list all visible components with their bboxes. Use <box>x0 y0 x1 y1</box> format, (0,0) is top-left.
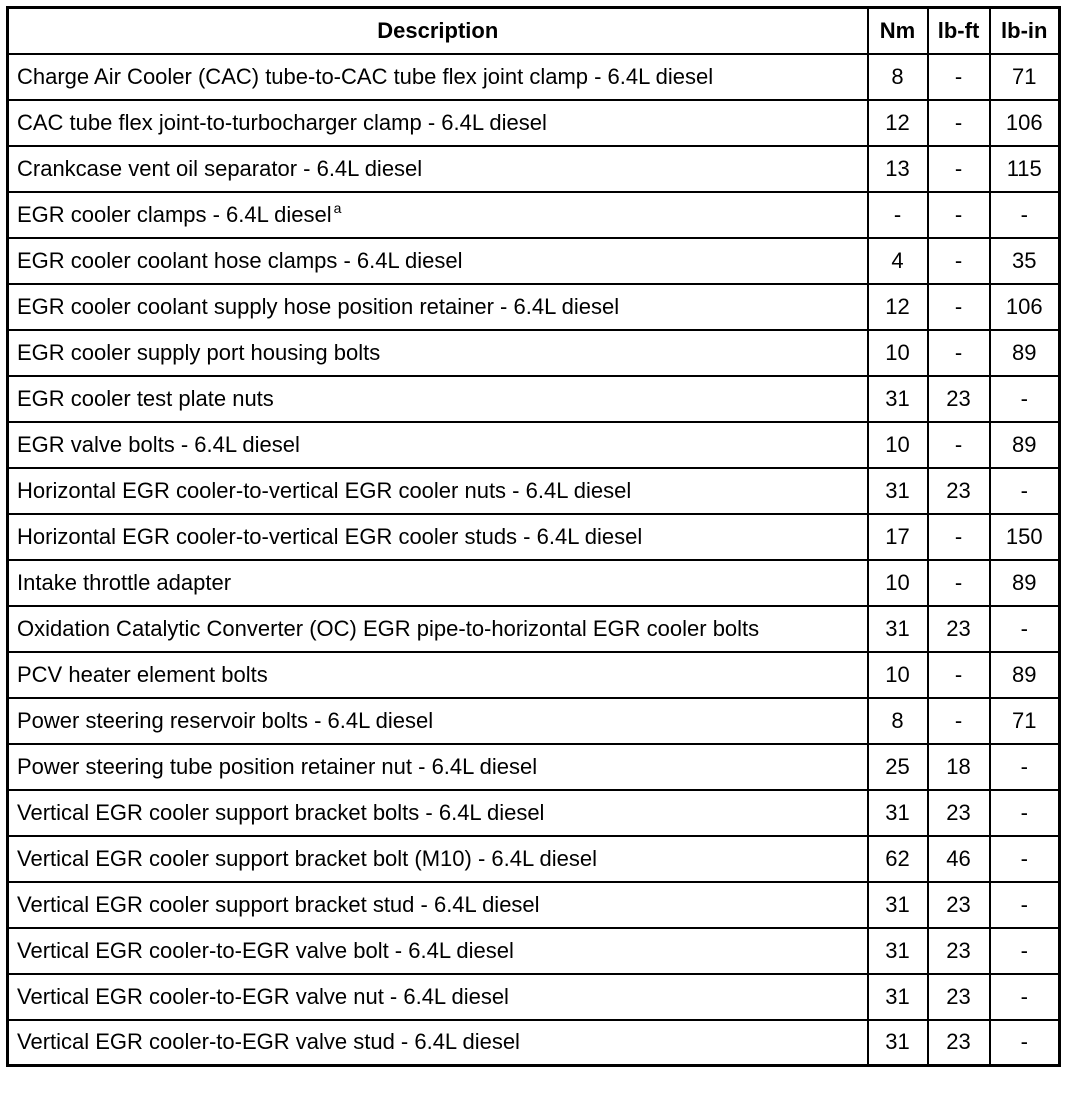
cell-lbin: 89 <box>990 652 1060 698</box>
cell-lbft: - <box>928 652 990 698</box>
cell-description <box>8 974 868 1020</box>
table-row <box>8 836 1060 882</box>
description-text: Horizontal EGR cooler-to-vertical EGR cooler nuts - 6.4L diesel <box>17 477 632 503</box>
cell-nm: 31 <box>868 882 928 928</box>
cell-lbin: - <box>990 836 1060 882</box>
cell-lbin: 71 <box>990 54 1060 100</box>
cell-lbft: - <box>928 560 990 606</box>
cell-description <box>8 560 868 606</box>
description-text: Horizontal EGR cooler-to-vertical EGR cooler studs - 6.4L diesel <box>17 523 643 549</box>
cell-description <box>8 698 868 744</box>
table-row <box>8 468 1060 514</box>
cell-description <box>8 606 868 652</box>
cell-nm: 4 <box>868 238 928 284</box>
table-row <box>8 1020 1060 1066</box>
cell-lbft: 23 <box>928 928 990 974</box>
cell-lbin: - <box>990 1020 1060 1066</box>
cell-lbft: - <box>928 330 990 376</box>
table-row <box>8 882 1060 928</box>
cell-lbft: 46 <box>928 836 990 882</box>
description-text: Vertical EGR cooler support bracket bolts - 6.4L diesel <box>17 799 545 825</box>
table-row <box>8 652 1060 698</box>
cell-nm: 8 <box>868 54 928 100</box>
cell-nm: 31 <box>868 468 928 514</box>
cell-lbft: - <box>928 146 990 192</box>
cell-lbin: - <box>990 974 1060 1020</box>
cell-nm: 13 <box>868 146 928 192</box>
cell-lbft: 23 <box>928 376 990 422</box>
cell-lbin: 35 <box>990 238 1060 284</box>
cell-description <box>8 790 868 836</box>
description-text: CAC tube flex joint-to-turbocharger clamp - 6.4L diesel <box>17 109 547 135</box>
description-text: Charge Air Cooler (CAC) tube-to-CAC tube flex joint clamp - 6.4L diesel <box>17 63 714 89</box>
cell-nm: 25 <box>868 744 928 790</box>
description-text: Vertical EGR cooler-to-EGR valve bolt - 6.4L diesel <box>17 937 514 963</box>
cell-lbin: 71 <box>990 698 1060 744</box>
description-text: EGR cooler clamps - 6.4L diesel <box>17 201 332 227</box>
cell-description <box>8 652 868 698</box>
description-text: EGR cooler test plate nuts <box>17 385 274 411</box>
cell-lbin: - <box>990 928 1060 974</box>
cell-nm: 31 <box>868 606 928 652</box>
cell-lbft: 18 <box>928 744 990 790</box>
cell-description <box>8 468 868 514</box>
cell-lbft: - <box>928 284 990 330</box>
cell-nm: 8 <box>868 698 928 744</box>
cell-lbft: - <box>928 514 990 560</box>
column-header-lbft: lb-ft <box>928 8 990 54</box>
table-row <box>8 974 1060 1020</box>
cell-lbin: - <box>990 376 1060 422</box>
table-row <box>8 192 1060 238</box>
table-row <box>8 422 1060 468</box>
table-body <box>8 54 1060 1066</box>
cell-lbft: 23 <box>928 974 990 1020</box>
table-header-row <box>8 8 1060 54</box>
table-row <box>8 928 1060 974</box>
cell-lbin: 106 <box>990 100 1060 146</box>
table-row <box>8 54 1060 100</box>
cell-lbin: 89 <box>990 330 1060 376</box>
cell-lbin: 106 <box>990 284 1060 330</box>
cell-description <box>8 928 868 974</box>
cell-description <box>8 514 868 560</box>
description-text: EGR valve bolts - 6.4L diesel <box>17 431 300 457</box>
cell-description <box>8 376 868 422</box>
description-text: Power steering tube position retainer nut - 6.4L diesel <box>17 753 538 779</box>
cell-description <box>8 744 868 790</box>
cell-lbin: - <box>990 192 1060 238</box>
cell-description <box>8 54 868 100</box>
description-text: Intake throttle adapter <box>17 569 232 595</box>
cell-description <box>8 100 868 146</box>
cell-lbft: - <box>928 54 990 100</box>
cell-description <box>8 330 868 376</box>
cell-description <box>8 146 868 192</box>
cell-lbin: 89 <box>990 560 1060 606</box>
cell-lbft: - <box>928 192 990 238</box>
description-text: EGR cooler coolant supply hose position retainer - 6.4L diesel <box>17 293 620 319</box>
description-text: Oxidation Catalytic Converter (OC) EGR pipe-to-horizontal EGR cooler bolts <box>17 615 760 641</box>
table-row <box>8 790 1060 836</box>
cell-nm: 31 <box>868 928 928 974</box>
cell-lbft: 23 <box>928 606 990 652</box>
cell-lbin: - <box>990 882 1060 928</box>
description-text: Crankcase vent oil separator - 6.4L diesel <box>17 155 423 181</box>
cell-nm: 12 <box>868 284 928 330</box>
table-row <box>8 514 1060 560</box>
table-row <box>8 560 1060 606</box>
cell-description <box>8 422 868 468</box>
cell-lbin: 150 <box>990 514 1060 560</box>
cell-description <box>8 1020 868 1066</box>
cell-nm: 12 <box>868 100 928 146</box>
table-row <box>8 146 1060 192</box>
cell-lbin: 115 <box>990 146 1060 192</box>
description-text: Vertical EGR cooler support bracket stud - 6.4L diesel <box>17 891 540 917</box>
description-text: EGR cooler coolant hose clamps - 6.4L diesel <box>17 247 463 273</box>
table-row <box>8 606 1060 652</box>
cell-nm: - <box>868 192 928 238</box>
column-header-lbin: lb-in <box>990 8 1060 54</box>
cell-lbft: 23 <box>928 1020 990 1066</box>
cell-lbin: - <box>990 606 1060 652</box>
torque-spec-table <box>6 6 1061 1067</box>
footnote-marker: a <box>333 199 342 216</box>
cell-nm: 10 <box>868 422 928 468</box>
cell-lbft: 23 <box>928 882 990 928</box>
cell-nm: 31 <box>868 376 928 422</box>
table-row <box>8 744 1060 790</box>
cell-lbin: 89 <box>990 422 1060 468</box>
cell-lbft: 23 <box>928 468 990 514</box>
cell-description <box>8 284 868 330</box>
table-row <box>8 698 1060 744</box>
cell-lbft: - <box>928 100 990 146</box>
description-text: Vertical EGR cooler support bracket bolt (M10) - 6.4L diesel <box>17 845 598 871</box>
cell-nm: 31 <box>868 790 928 836</box>
description-text: EGR cooler supply port housing bolts <box>17 339 381 365</box>
column-header-nm: Nm <box>868 8 928 54</box>
cell-description <box>8 238 868 284</box>
cell-description <box>8 882 868 928</box>
table-row <box>8 376 1060 422</box>
description-text: PCV heater element bolts <box>17 661 268 687</box>
cell-lbin: - <box>990 468 1060 514</box>
table-row <box>8 284 1060 330</box>
cell-nm: 10 <box>868 652 928 698</box>
description-text: Vertical EGR cooler-to-EGR valve stud - 6.4L diesel <box>17 1029 520 1055</box>
cell-nm: 17 <box>868 514 928 560</box>
cell-lbft: - <box>928 698 990 744</box>
description-text: Vertical EGR cooler-to-EGR valve nut - 6.4L diesel <box>17 983 509 1009</box>
cell-lbft: - <box>928 422 990 468</box>
cell-description <box>8 836 868 882</box>
description-text: Power steering reservoir bolts - 6.4L diesel <box>17 707 434 733</box>
cell-nm: 10 <box>868 560 928 606</box>
cell-lbin: - <box>990 744 1060 790</box>
cell-nm: 62 <box>868 836 928 882</box>
table-row <box>8 330 1060 376</box>
table-row <box>8 238 1060 284</box>
table-row <box>8 100 1060 146</box>
cell-nm: 31 <box>868 1020 928 1066</box>
cell-nm: 10 <box>868 330 928 376</box>
cell-lbin: - <box>990 790 1060 836</box>
cell-nm: 31 <box>868 974 928 1020</box>
cell-lbft: - <box>928 238 990 284</box>
cell-description <box>8 192 868 238</box>
cell-lbft: 23 <box>928 790 990 836</box>
column-header-description: Description <box>8 8 868 54</box>
